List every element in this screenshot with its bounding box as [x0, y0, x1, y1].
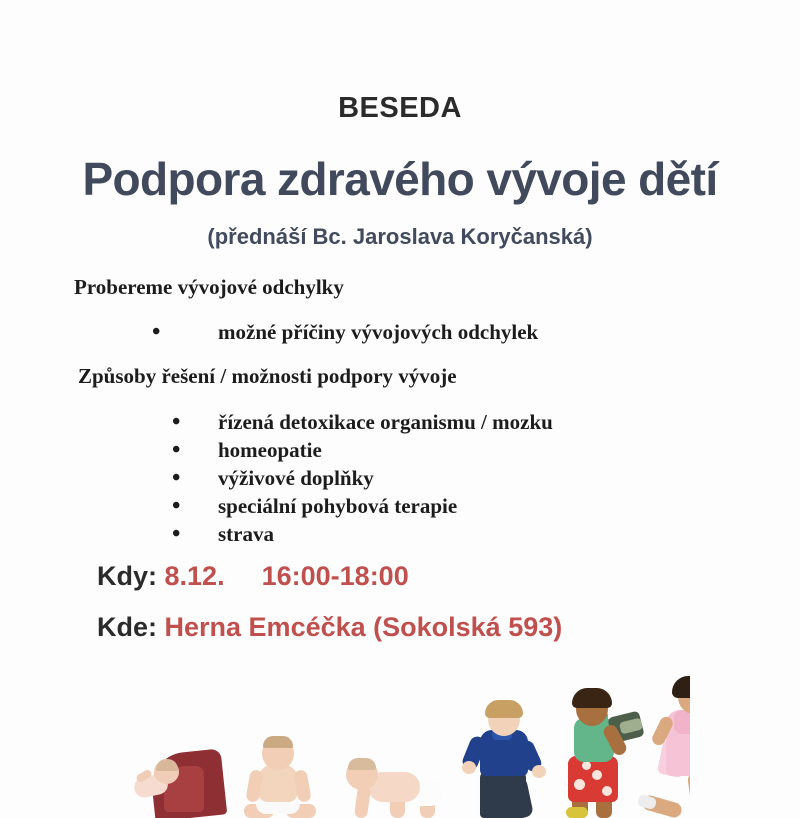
girl-leg-back [687, 771, 690, 818]
list-item-label: výživové doplňky [218, 466, 374, 490]
shorts-flower [574, 779, 585, 790]
list-item-label: řízená detoxikace organismu / mozku [218, 410, 553, 434]
toddler-hair [485, 700, 523, 718]
list-item [172, 410, 553, 435]
list-item [172, 494, 553, 519]
infant-hair [156, 759, 178, 771]
baby-hair [263, 736, 293, 748]
bullet-dot-icon [172, 494, 218, 519]
where-label: Kde: [97, 612, 157, 642]
list-item [172, 466, 553, 491]
list-item-label: speciální pohybová terapie [218, 494, 458, 518]
toddler-pants [480, 770, 526, 818]
bullet-item-causes [152, 320, 538, 345]
crawler-hair [348, 758, 376, 770]
lead-line-topics: Probereme vývojové odchylky [74, 275, 344, 299]
bullet-dot-icon [172, 410, 218, 435]
children-development-photo [130, 660, 690, 818]
event-when [97, 561, 409, 592]
where-venue: Herna Emcéčka (Sokolská 593) [164, 612, 563, 642]
bullet-dot-icon [172, 438, 218, 463]
shorts-flower [582, 761, 591, 770]
bullet-dot-icon [172, 466, 218, 491]
figure-sitting-baby [242, 736, 318, 818]
solutions-list [172, 410, 553, 550]
figure-standing-child-with-toy [558, 688, 644, 818]
bullet-dot-icon [152, 320, 218, 345]
poster-subtitle: (přednáší Bc. Jaroslava Koryčanská) [207, 224, 593, 249]
shorts-flower [602, 786, 612, 796]
list-item-label: homeopatie [218, 438, 322, 462]
when-time: 16:00-18:00 [261, 561, 409, 591]
lead-line-solutions: Způsoby řešení / možnosti podpory vývoje [78, 364, 457, 388]
child-shoe [566, 807, 588, 818]
event-where [97, 612, 562, 643]
child-hair [572, 688, 612, 708]
bullet-item-label: možné příčiny vývojových odchylek [218, 320, 539, 344]
figure-walking-toddler [460, 700, 556, 818]
list-item [172, 522, 553, 547]
toddler-hand-right [532, 765, 546, 778]
bullet-dot-icon [172, 522, 218, 547]
toddler-hand-left [462, 761, 476, 774]
poster-kicker: BESEDA [338, 92, 462, 124]
crawler-arm [354, 785, 371, 818]
list-item [172, 438, 553, 463]
list-item-label: strava [218, 522, 274, 546]
girl-hair [672, 676, 690, 698]
when-date: 8.12. [164, 561, 225, 591]
shorts-flower [592, 770, 602, 780]
page-title: Podpora zdravého vývoje dětí [82, 153, 718, 205]
figure-crawling-baby [346, 756, 450, 818]
girl-dress-bodice [674, 710, 690, 734]
figure-running-girl [638, 676, 690, 818]
figure-infant-in-seat [134, 746, 230, 818]
when-label: Kdy: [97, 561, 157, 591]
